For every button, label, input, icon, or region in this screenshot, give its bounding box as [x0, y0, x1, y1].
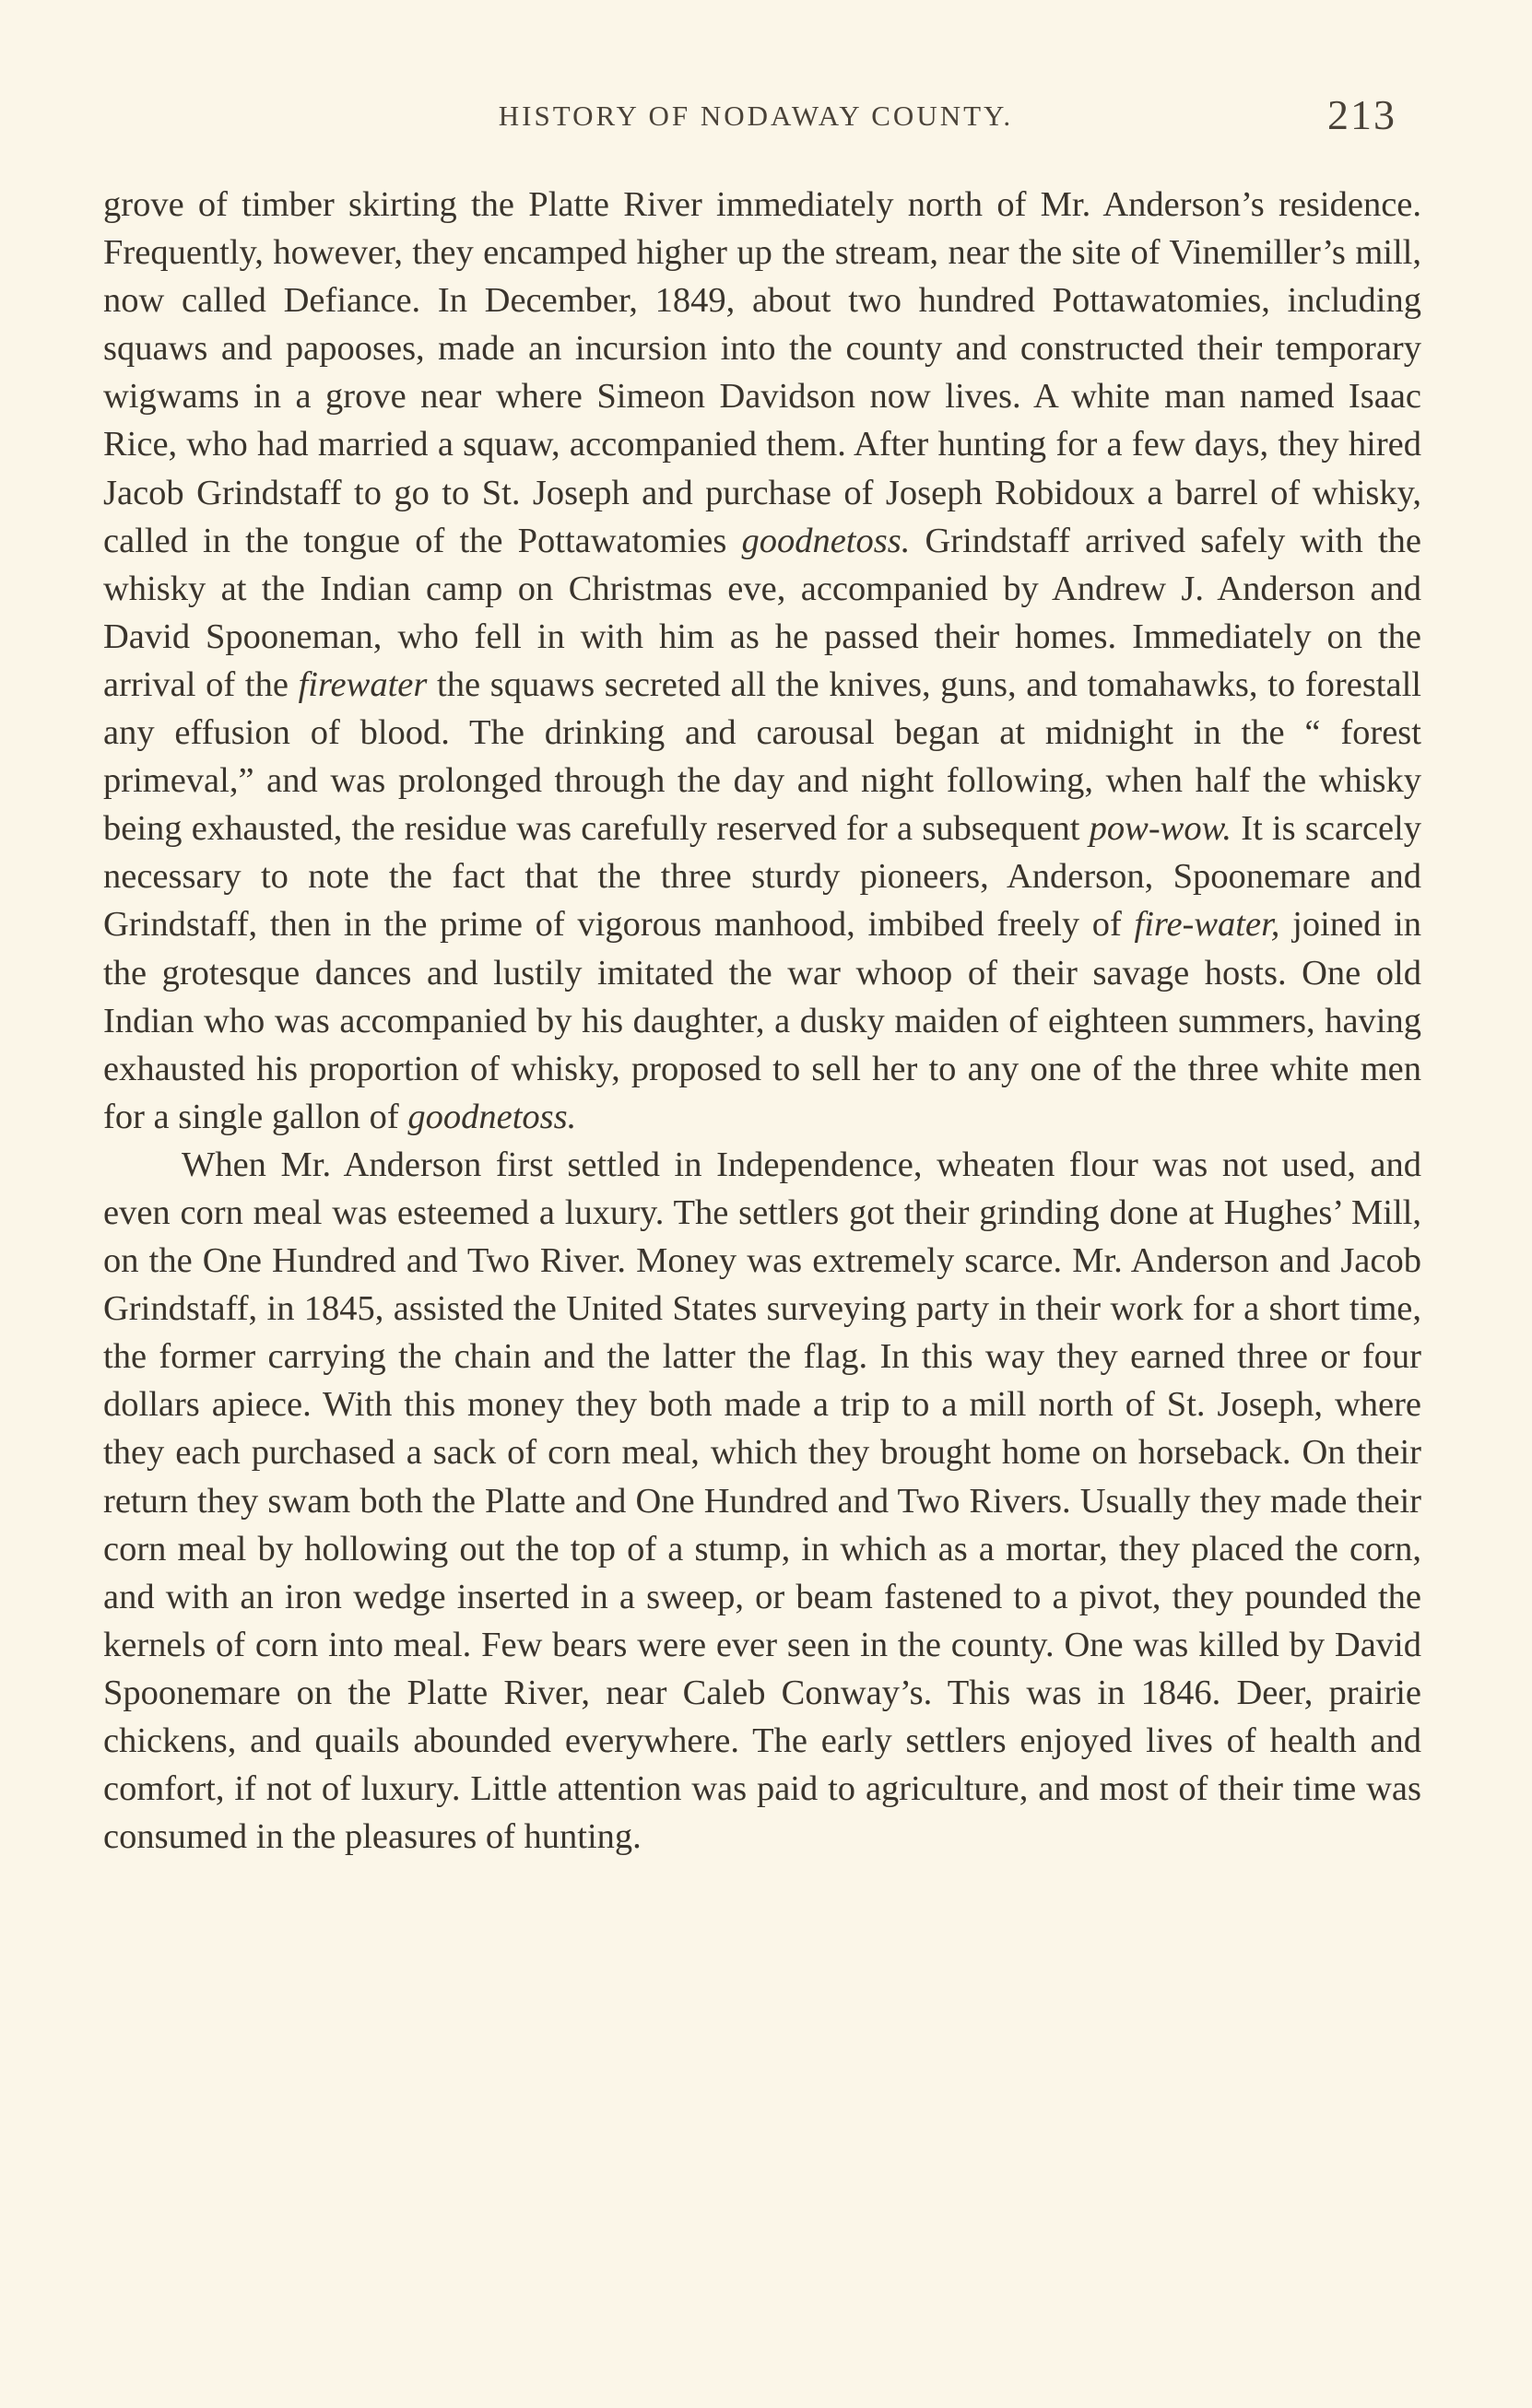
- paragraph: [103, 181, 1421, 1141]
- paragraph-text: grove of timber skirting the Platte River immediately north of Mr. Anderson’s residence. Frequently, however, they encamped higher up the stream, near the site of Vinemiller’s mill, now called Defiance. In December, 1849, about two hundred Pottawatomies, including squaws and papooses, made an incursion into the county and constructed their temporary wigwams in a grove near where Simeon Davidson now lives. A white man named Isaac Rice, who had married a squaw, accompanied them. After hunting for a few days, they hired Jacob Grindstaff to go to St. Joseph and purchase of Joseph Robidoux a barrel of whisky, called in the tongue of the Pottawatomies: [103, 185, 1421, 560]
- italic-term: goodnetoss.: [741, 521, 911, 560]
- body-text: [103, 181, 1421, 1861]
- italic-term: fire-water,: [1134, 905, 1280, 945]
- italic-term: goodnetoss.: [407, 1097, 577, 1136]
- italic-term: firewater: [298, 664, 428, 704]
- paragraph-text: Grindstaff arrived safely with the whisky at the Indian camp on Christmas eve, accompanied by Andrew J. Anderson and David Spooneman, who fell in with him as he passed their homes. Immediately on the arrival of the: [103, 521, 1421, 704]
- page-number: 213: [1327, 91, 1396, 138]
- paragraph-text: It is scarcely necessary to note the fact that the three sturdy pioneers, Anderson, Spoonemare and Grindstaff, then in the prime of vigorous manhood, imbibed freely of: [103, 809, 1421, 945]
- italic-term: pow-wow.: [1089, 809, 1232, 849]
- paragraph: When Mr. Anderson first settled in Independence, wheaten flour was not used, and even corn meal was esteemed a luxury. The settlers got their grinding done at Hughes’ Mill, on the One Hundred and Two River. Money was extremely scarce. Mr. Anderson and Jacob Grindstaff, in 1845, assisted the United States surveying party in their work for a short time, the former carrying the chain and the latter the flag. In this way they earned three or four dollars apiece. With this money they both made a trip to a mill north of St. Joseph, where they each purchased a sack of corn meal, which they brought home on horseback. On their return they swam both the Platte and One Hundred and Two Rivers. Usually they made their corn meal by hollowing out the top of a stump, in which as a mortar, they placed the corn, and with an iron wedge inserted in a sweep, or beam fastened to a pivot, they pounded the kernels of corn into meal. Few bears were ever seen in the county. One was killed by David Spoonemare on the Platte River, near Caleb Conway’s. This was in 1846. Deer, prairie chickens, and quails abounded everywhere. The early settlers enjoyed lives of health and comfort, if not of luxury. Little attention was paid to agriculture, and most of their time was consumed in the pleasures of hunting.: [103, 1145, 1421, 1857]
- paragraph-text: joined in the grotesque dances and lustily imitated the war whoop of their savage hosts. One old Indian who was accompanied by his daughter, a dusky maiden of eighteen summers, having exhausted his proportion of whisky, proposed to sell her to any one of the three white men for a single gallon of: [103, 905, 1421, 1136]
- paragraph-text: the squaws secreted all the knives, guns, and tomahawks, to forestall any effusion of blood. The drinking and carousal began at midnight in the “ forest primeval,” and was prolonged through the day and night following, when half the whisky being exhausted, the residue was carefully reserved for a subsequent: [103, 664, 1421, 849]
- running-head: HISTORY OF NODAWAY COUNTY.: [498, 100, 1014, 132]
